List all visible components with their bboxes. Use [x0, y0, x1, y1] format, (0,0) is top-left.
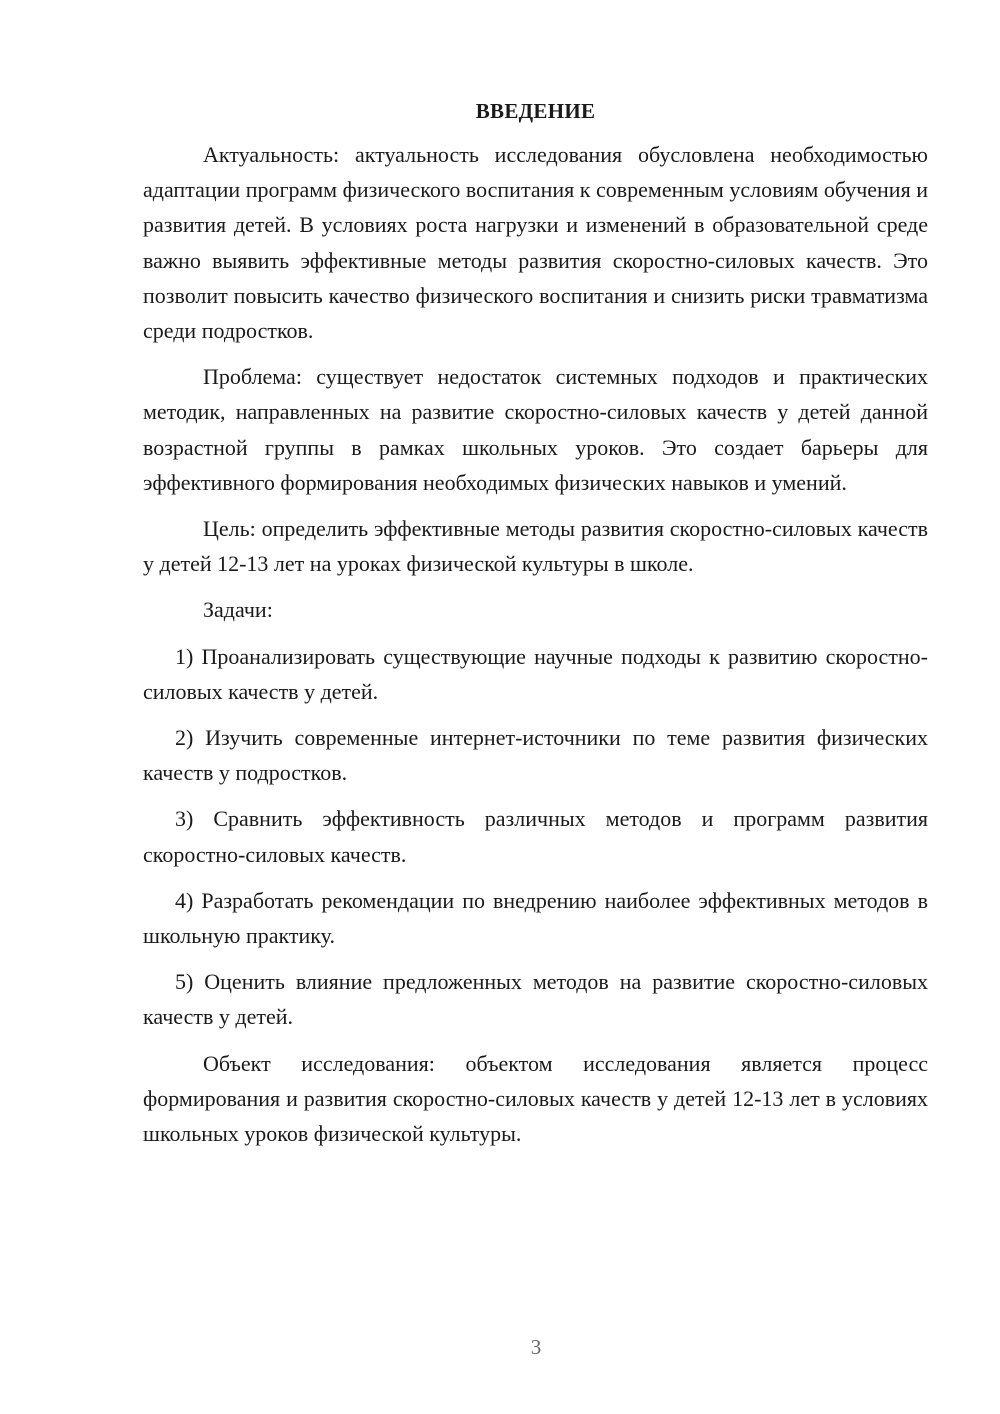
object-paragraph: Объект исследования: объектом исследования является процесс формирования и развития скоростно-силовых качеств у детей 12-13 лет в условиях школьных уроков физической культуры. [143, 1050, 928, 1147]
problem-paragraph: Проблема: существует недостаток системных подходов и практических методик, направленных на развитие скоростно-силовых качеств у детей данной возрастной группы в рамках школьных уроков. Это создает барьеры для эффективного формирования необходимых физических навыков и умений. [143, 364, 928, 495]
relevance-paragraph: Актуальность: актуальность исследования обусловлена необходимостью адаптации программ физического воспитания к современным условиям обучения и развития детей. В условиях роста нагрузки и изменений в образовательной среде важно выявить эффективные методы развития скоростно-силовых качеств. Это позволит повысить качество физического воспитания и снизить риски травматизма среди подростков. [143, 142, 928, 344]
section-heading: ВВЕДЕНИЕ [475, 99, 596, 123]
task-item-1: 1) Проанализировать существующие научные подходы к развитию скоростно-силовых качеств у детей. [143, 643, 928, 704]
page-number: 3 [530, 1335, 542, 1359]
task-item-2: 2) Изучить современные интернет-источники по теме развития физических качеств у подростков. [143, 725, 928, 786]
tasks-label: Задачи: [203, 597, 273, 623]
goal-paragraph: Цель: определить эффективные методы развития скоростно-силовых качеств у детей 12-13 лет на уроках физической культуры в школе. [143, 516, 928, 577]
page-content [143, 95, 928, 1162]
task-item-3: 3) Сравнить эффективность различных методов и программ развития скоростно-силовых качеств. [143, 806, 928, 867]
task-item-4: 4) Разработать рекомендации по внедрению наиболее эффективных методов в школьную практику. [143, 887, 928, 949]
task-item-5: 5) Оценить влияние предложенных методов на развитие скоростно-силовых качеств у детей. [143, 969, 928, 1030]
